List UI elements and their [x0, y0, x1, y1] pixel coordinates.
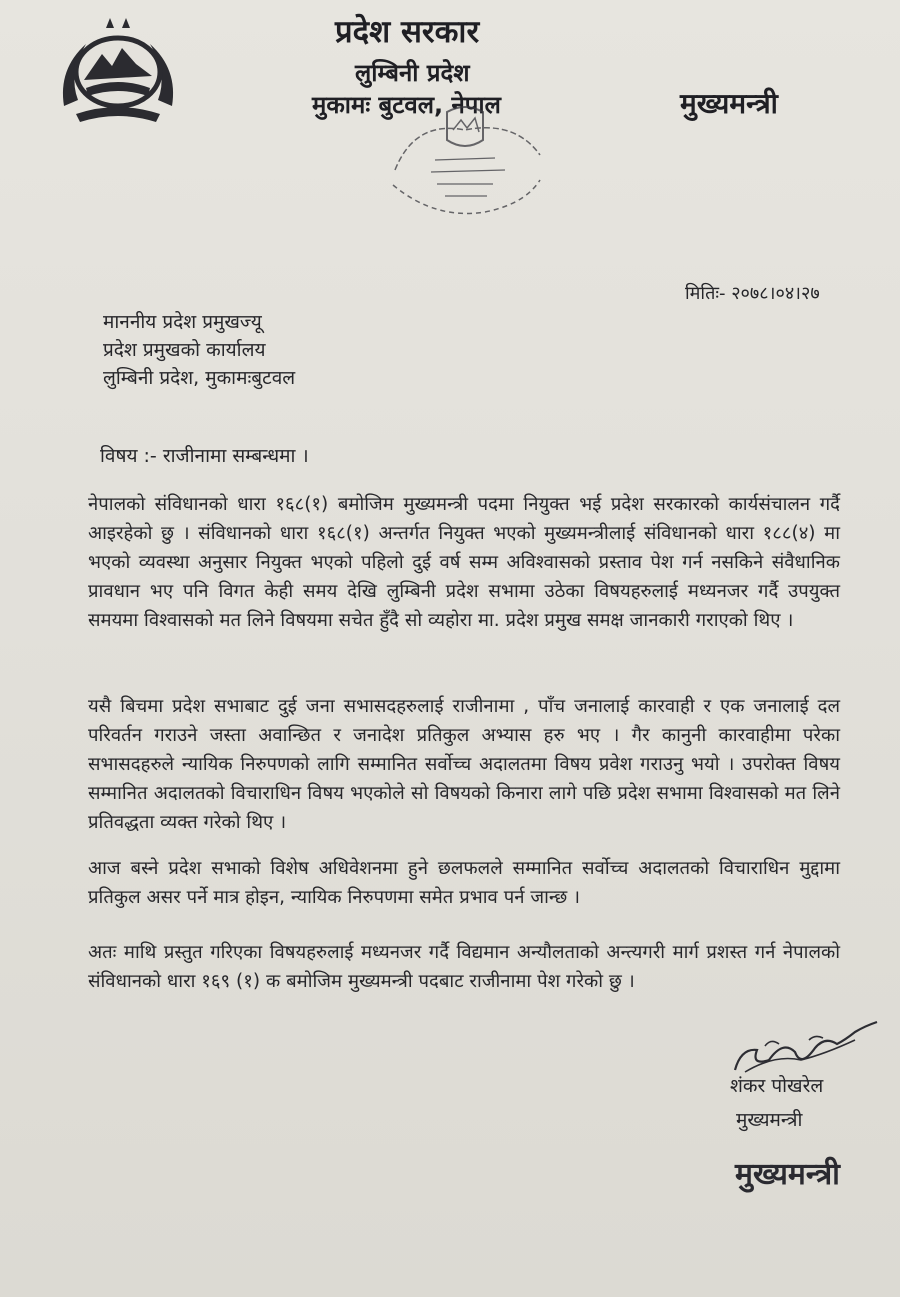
footer-office-stamp: मुख्यमन्त्री	[735, 1157, 840, 1192]
signatory-name: शंकर पोखरेल	[730, 1075, 824, 1097]
body-paragraph: यसै बिचमा प्रदेश सभाबाट दुई जना सभासदहरुलाई राजीनामा , पाँच जनालाई कारवाही र एक जनालाई दल परिवर्तन गराउने जस्ता अवान्छित र जनादेश प्रतिकुल अभ्यास हरु भए । गैर कानुनी कारवाहीमा परेका सभासदहरुले न्यायिक निरुपणको लागि सम्मानित सर्वोच्च अदालतमा विषय प्रवेश गराउनु भयो । उपरोक्त विषय सम्मानित अदालतको विचाराधिन विषय भएकोले सो विषयको किनारा लागे पछि प्रदेश सभामा विश्वासको मत लिने प्रतिवद्धता व्यक्त गरेको थिए ।	[88, 696, 840, 833]
body-paragraph: अतः माथि प्रस्तुत गरिएका विषयहरुलाई मध्यनजर गर्दै विद्यमान अन्यौलताको अन्त्यगरी मार्ग प्रशस्त गर्न नेपालको संविधानको धारा १६९ (१) क बमोजिम मुख्यमन्त्री पदबाट राजीनामा पेश गरेको छु ।	[88, 942, 840, 992]
header-office: मुख्यमन्त्री	[680, 87, 778, 120]
header-province: लुम्बिनी प्रदेश	[355, 59, 470, 87]
nepal-emblem-icon	[56, 14, 180, 124]
addressee-block	[103, 308, 295, 392]
office-seal-stamp-icon	[375, 100, 555, 225]
header-location: मुकामः बुटवल, नेपाल	[312, 91, 501, 119]
letter-subject: विषय :- राजीनामा सम्बन्धमा ।	[100, 445, 309, 467]
signatory-title: मुख्यमन्त्री	[736, 1109, 803, 1131]
body-paragraph: आज बस्ने प्रदेश सभाको विशेष अधिवेशनमा हुने छलफलले सम्मानित सर्वोच्च अदालतको विचाराधिन मुद्दामा प्रतिकुल असर पर्ने मात्र होइन, न्यायिक निरुपणमा समेत प्रभाव पर्न जान्छ ।	[88, 858, 840, 908]
addressee-line: लुम्बिनी प्रदेश, मुकामःबुटवल	[103, 367, 296, 389]
letter-date: मितिः- २०७८।०४।२७	[685, 283, 820, 304]
header-government: प्रदेश सरकार	[335, 14, 480, 50]
addressee-line: प्रदेश प्रमुखको कार्यालय	[103, 339, 266, 361]
body-paragraph: नेपालको संविधानको धारा १६८(१) बमोजिम मुख्यमन्त्री पदमा नियुक्त भई प्रदेश सरकारको कार्यसंचालन गर्दै आइरहेको छु । संविधानको धारा १६८(१) अन्तर्गत नियुक्त भएको मुख्यमन्त्रीलाई संविधानको धारा १८८(४) मा भएको व्यवस्था अनुसार नियुक्त भएको पहिलो दुई वर्ष सम्म अविश्वासको प्रस्ताव पेश गर्न नसकिने संवैधानिक प्रावधान भए पनि विगत केही समय देखि लुम्बिनी प्रदेश सभामा उठेका विषयहरुलाई मध्यनजर गर्दै उपयुक्त समयमा विश्वासको मत लिने विषयमा सचेत हुँदै सो व्यहोरा मा. प्रदेश प्रमुख समक्ष जानकारी गराएको थिए ।	[88, 494, 840, 631]
addressee-line: माननीय प्रदेश प्रमुखज्यू	[103, 311, 262, 333]
